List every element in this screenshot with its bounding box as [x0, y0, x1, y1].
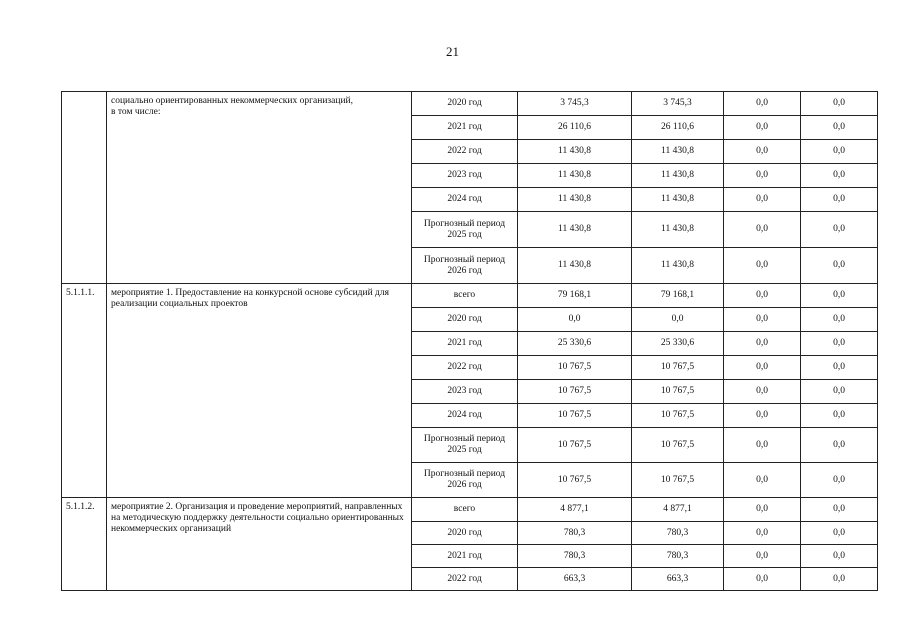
- value-cell: 10 767,5: [518, 428, 632, 463]
- value-cell: 0,0: [801, 116, 878, 140]
- value-cell: 0,0: [724, 284, 801, 308]
- value-cell: 780,3: [518, 522, 632, 545]
- period-cell: Прогнозный период 2025 год: [412, 428, 518, 463]
- value-cell: 0,0: [724, 568, 801, 591]
- value-cell: 0,0: [724, 92, 801, 116]
- value-cell: 10 767,5: [518, 380, 632, 404]
- value-cell: 0,0: [801, 545, 878, 568]
- value-cell: 0,0: [724, 164, 801, 188]
- value-cell: 0,0: [724, 522, 801, 545]
- value-cell: 0,0: [801, 568, 878, 591]
- value-cell: 0,0: [724, 428, 801, 463]
- value-cell: 11 430,8: [632, 140, 724, 164]
- item-name: социально ориентированных некоммерческих организаций, в том числе:: [107, 92, 412, 284]
- table-row: [62, 284, 878, 308]
- value-cell: 0,0: [724, 116, 801, 140]
- value-cell: 79 168,1: [518, 284, 632, 308]
- value-cell: 0,0: [724, 545, 801, 568]
- value-cell: 0,0: [518, 308, 632, 332]
- value-cell: 0,0: [724, 212, 801, 248]
- period-cell: всего: [412, 498, 518, 522]
- value-cell: 0,0: [724, 404, 801, 428]
- value-cell: 663,3: [632, 568, 724, 591]
- period-cell: Прогнозный период 2025 год: [412, 212, 518, 248]
- value-cell: 26 110,6: [518, 116, 632, 140]
- value-cell: 0,0: [724, 463, 801, 498]
- value-cell: 26 110,6: [632, 116, 724, 140]
- value-cell: 11 430,8: [632, 188, 724, 212]
- value-cell: 0,0: [724, 498, 801, 522]
- value-cell: 3 745,3: [632, 92, 724, 116]
- item-code: 5.1.1.2.: [62, 498, 107, 591]
- value-cell: 11 430,8: [518, 248, 632, 284]
- value-cell: 10 767,5: [518, 404, 632, 428]
- value-cell: 10 767,5: [632, 428, 724, 463]
- value-cell: 3 745,3: [518, 92, 632, 116]
- period-cell: 2024 год: [412, 188, 518, 212]
- item-name: мероприятие 2. Организация и проведение мероприятий, направленных на методическую поддержку деятельности социально ориентированных некоммерческих организаций: [107, 498, 412, 591]
- value-cell: 0,0: [801, 308, 878, 332]
- value-cell: 11 430,8: [632, 248, 724, 284]
- value-cell: 4 877,1: [518, 498, 632, 522]
- period-cell: 2022 год: [412, 568, 518, 591]
- period-cell: 2021 год: [412, 545, 518, 568]
- value-cell: 0,0: [801, 498, 878, 522]
- value-cell: 10 767,5: [632, 463, 724, 498]
- value-cell: 0,0: [801, 212, 878, 248]
- period-cell: 2023 год: [412, 380, 518, 404]
- value-cell: 0,0: [801, 380, 878, 404]
- period-cell: 2022 год: [412, 140, 518, 164]
- value-cell: 0,0: [724, 188, 801, 212]
- period-cell: 2023 год: [412, 164, 518, 188]
- value-cell: 0,0: [801, 356, 878, 380]
- value-cell: 0,0: [801, 463, 878, 498]
- value-cell: 0,0: [724, 380, 801, 404]
- value-cell: 0,0: [632, 308, 724, 332]
- value-cell: 11 430,8: [518, 188, 632, 212]
- period-cell: Прогнозный период 2026 год: [412, 463, 518, 498]
- value-cell: 11 430,8: [518, 140, 632, 164]
- period-cell: 2022 год: [412, 356, 518, 380]
- value-cell: 0,0: [801, 164, 878, 188]
- period-cell: Прогнозный период 2026 год: [412, 248, 518, 284]
- value-cell: 0,0: [724, 140, 801, 164]
- value-cell: 0,0: [801, 332, 878, 356]
- value-cell: 0,0: [724, 332, 801, 356]
- value-cell: 0,0: [724, 308, 801, 332]
- budget-table: [61, 91, 878, 591]
- value-cell: 0,0: [801, 284, 878, 308]
- table-row: [62, 498, 878, 522]
- value-cell: 25 330,6: [632, 332, 724, 356]
- value-cell: 0,0: [801, 92, 878, 116]
- value-cell: 10 767,5: [632, 404, 724, 428]
- value-cell: 0,0: [724, 248, 801, 284]
- value-cell: 11 430,8: [632, 212, 724, 248]
- value-cell: 25 330,6: [518, 332, 632, 356]
- value-cell: 10 767,5: [518, 463, 632, 498]
- item-code: 5.1.1.1.: [62, 284, 107, 498]
- value-cell: 11 430,8: [518, 164, 632, 188]
- value-cell: 780,3: [632, 522, 724, 545]
- period-cell: 2020 год: [412, 92, 518, 116]
- value-cell: 10 767,5: [632, 356, 724, 380]
- value-cell: 11 430,8: [518, 212, 632, 248]
- value-cell: 11 430,8: [632, 164, 724, 188]
- value-cell: 0,0: [801, 522, 878, 545]
- value-cell: 0,0: [801, 248, 878, 284]
- value-cell: 0,0: [801, 404, 878, 428]
- value-cell: 780,3: [632, 545, 724, 568]
- item-code: [62, 92, 107, 284]
- value-cell: 79 168,1: [632, 284, 724, 308]
- period-cell: 2020 год: [412, 308, 518, 332]
- value-cell: 0,0: [801, 428, 878, 463]
- value-cell: 10 767,5: [518, 356, 632, 380]
- value-cell: 0,0: [801, 188, 878, 212]
- item-name: мероприятие 1. Предоставление на конкурсной основе субсидий для реализации социальных проектов: [107, 284, 412, 498]
- period-cell: 2021 год: [412, 332, 518, 356]
- value-cell: 10 767,5: [632, 380, 724, 404]
- period-cell: 2021 год: [412, 116, 518, 140]
- period-cell: всего: [412, 284, 518, 308]
- period-cell: 2024 год: [412, 404, 518, 428]
- value-cell: 780,3: [518, 545, 632, 568]
- value-cell: 0,0: [801, 140, 878, 164]
- value-cell: 0,0: [724, 356, 801, 380]
- page-number: 21: [446, 44, 459, 59]
- period-cell: 2020 год: [412, 522, 518, 545]
- value-cell: 4 877,1: [632, 498, 724, 522]
- value-cell: 663,3: [518, 568, 632, 591]
- table-row: [62, 92, 878, 116]
